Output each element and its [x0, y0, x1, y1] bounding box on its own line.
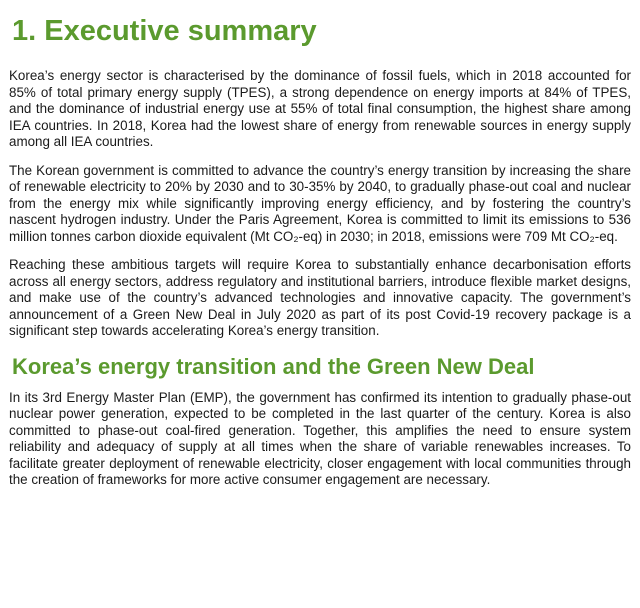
- paragraph-energy-master-plan: In its 3rd Energy Master Plan (EMP), the government has confirmed its intention to gradually phase-out nuclear power generation, expected to be completed in the last quarter of the century. Korea is also committed to phase-out coal-fired generation. Together, this amplifies the need to ensure system reliability and adequacy of supply at all times when the share of variable renewables increases. To facilitate greater deployment of renewable electricity, closer engagement with local communities through the creation of frameworks for more active consumer engagement are necessary.: [9, 389, 631, 487]
- subsection-title: Korea’s energy transition and the Green New Deal: [12, 353, 535, 379]
- paragraph-government-commitments: The Korean government is committed to advance the country’s energy transition by increasing the share of renewable electricity to 20% by 2030 and to 30-35% by 2040, to gradually phase-out coal and nuclear from the energy mix while significantly improving energy efficiency, and by fostering the country’s nascent hydrogen industry. Under the Paris Agreement, Korea is committed to limit its emissions to 536 million tonnes carbon dioxide equivalent (Mt CO₂-eq) in 2030; in 2018, emissions were 709 Mt CO₂-eq.: [9, 162, 631, 244]
- section-title: 1. Executive summary: [12, 15, 317, 47]
- paragraph-ambitious-targets: Reaching these ambitious targets will require Korea to substantially enhance decarbonisation efforts across all energy sectors, address regulatory and institutional barriers, introduce flexible market designs, and make use of the country’s advanced technologies and innovative capacity. The government’s announcement of a Green New Deal in July 2020 as part of its post Covid-19 recovery package is a significant step towards accelerating Korea’s energy transition.: [9, 257, 631, 338]
- paragraph-fossil-fuel-dominance: Korea’s energy sector is characterised by the dominance of fossil fuels, which in 2018 accounted for 85% of total primary energy supply (TPES), a strong dependence on energy imports at 84% of TPES, and the dominance of industrial energy use at 55% of total final consumption, the highest share among IEA countries. In 2018, Korea had the lowest share of energy from renewable sources in energy supply among all IEA countries.: [9, 68, 631, 149]
